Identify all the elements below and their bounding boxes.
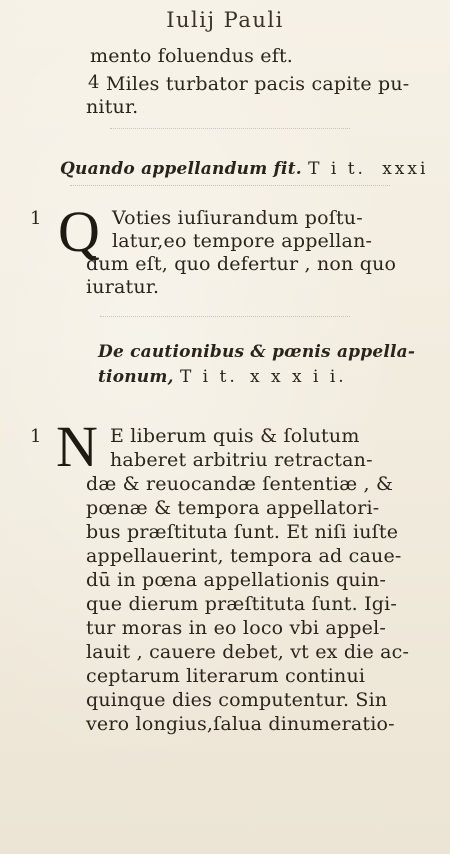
text-line: que dierum præſtituta ſunt. Igi- (86, 593, 398, 615)
section-number: 1 (30, 426, 42, 447)
text-line: ceptarum literarum continui (86, 665, 366, 687)
title-tit: T i t. (179, 367, 238, 387)
text-line: pœnæ & tempora appellatori- (86, 497, 380, 519)
section-number: 4 (88, 72, 100, 93)
section-number: 1 (30, 208, 42, 229)
text-line: Voties iuſiurandum poſtu- (112, 207, 363, 229)
text-line: iuratur. (86, 276, 160, 298)
text-line: haberet arbitriu retractan- (110, 449, 373, 471)
text-line: mento foluendus eft. (90, 45, 294, 67)
title-tit: T i t. (308, 159, 366, 179)
text-line: lauit , cauere debet, vt ex die ac- (86, 641, 410, 663)
text-line: dū in pœna appellationis quin- (86, 569, 387, 591)
text-line: E liberum quis & ſolutum (110, 425, 360, 447)
text-line: dæ & reuocandæ ſententiæ , & (86, 473, 394, 495)
bleed-through-mark (110, 128, 350, 139)
bleed-through-mark (100, 316, 350, 327)
text-line: appellauerint, tempora ad caue- (86, 545, 402, 567)
title-numeral: xxxi (382, 159, 429, 179)
title-italic: Quando appellandum fit. (60, 159, 302, 179)
text-line: tur moras in eo loco vbi appel- (86, 617, 386, 639)
text-line: dum eſt, quo defertur , non quo (86, 253, 397, 275)
running-title: Iulij Pauli (166, 8, 284, 32)
title-italic: tionum, (98, 367, 174, 387)
title-numeral: x x x i i. (250, 367, 347, 387)
drop-capital: Q (58, 199, 100, 264)
text-line: quinque dies computentur. Sin (86, 689, 388, 711)
text-line: vero longius,ſalua dinumeratio- (86, 713, 395, 735)
bleed-through-mark (70, 185, 390, 196)
title-heading: De cautionibus & pœnis appella- (98, 342, 416, 362)
drop-capital: N (56, 414, 98, 479)
text-line: nitur. (86, 96, 139, 118)
text-line: bus præſtituta ſunt. Et niſi iuſte (86, 521, 399, 543)
text-line: latur,eo tempore appellan- (112, 230, 373, 252)
text-line: Miles turbator pacis capite pu- (106, 73, 410, 95)
title-heading (98, 364, 347, 389)
title-heading (60, 156, 428, 181)
